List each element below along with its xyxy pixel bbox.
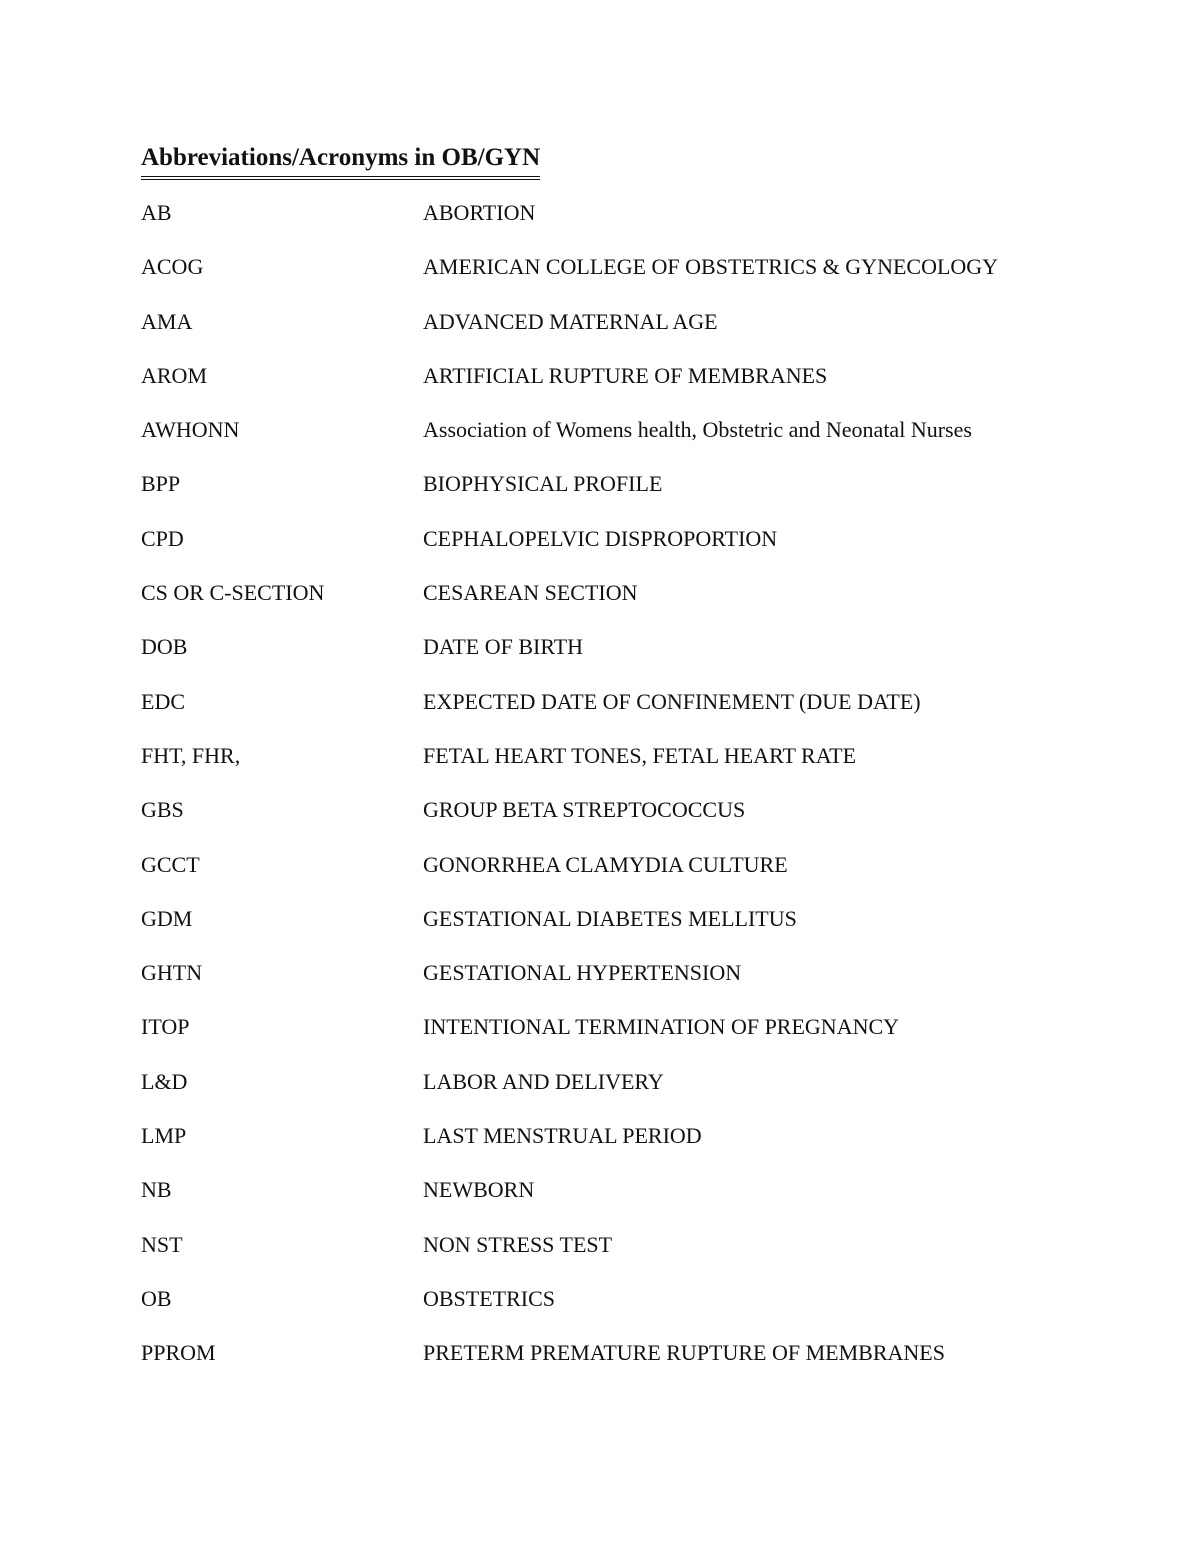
abbreviation: GHTN: [141, 960, 203, 986]
abbreviation: GDM: [141, 905, 193, 931]
definition: AMERICAN COLLEGE OF OBSTETRICS & GYNECOLOGY: [423, 254, 999, 280]
definition: GONORRHEA CLAMYDIA CULTURE: [423, 851, 788, 877]
abbreviation: BPP: [141, 471, 181, 497]
list-item: [141, 1282, 1141, 1336]
list-item: [141, 793, 1141, 847]
abbreviation: AWHONN: [141, 417, 240, 443]
list-item: [141, 305, 1141, 359]
abbreviation: ITOP: [141, 1014, 190, 1040]
definition: GROUP BETA STREPTOCOCCUS: [423, 797, 746, 823]
abbreviation: AMA: [141, 308, 193, 334]
list-item: [141, 250, 1141, 304]
abbreviation: AB: [141, 200, 172, 225]
definition: ARTIFICIAL RUPTURE OF MEMBRANES: [423, 362, 828, 388]
abbreviation: L&D: [141, 1068, 188, 1094]
list-item: [141, 196, 1141, 250]
list-item: [141, 902, 1141, 956]
abbreviation: OB: [141, 1285, 172, 1311]
list-item: [141, 848, 1141, 902]
abbreviation: NB: [141, 1177, 172, 1203]
abbreviation: GBS: [141, 797, 184, 823]
definition: NON STRESS TEST: [423, 1231, 613, 1257]
abbreviation: FHT, FHR,: [141, 742, 241, 768]
definition: INTENTIONAL TERMINATION OF PREGNANCY: [423, 1014, 900, 1040]
definition: GESTATIONAL DIABETES MELLITUS: [423, 905, 797, 931]
list-item: [141, 1010, 1141, 1064]
definition: FETAL HEART TONES, FETAL HEART RATE: [423, 742, 857, 768]
list-item: [141, 630, 1141, 684]
list-item: [141, 956, 1141, 1010]
definition: LABOR AND DELIVERY: [423, 1068, 664, 1094]
page-title: Abbreviations/Acronyms in OB/GYN: [141, 143, 540, 180]
list-item: [141, 413, 1141, 467]
abbreviation: CPD: [141, 525, 184, 551]
list-item: [141, 1119, 1141, 1173]
abbreviation-list: [141, 196, 1141, 1391]
list-item: [141, 576, 1141, 630]
list-item: [141, 1228, 1141, 1282]
list-item: [141, 1065, 1141, 1119]
list-item: [141, 739, 1141, 793]
definition: GESTATIONAL HYPERTENSION: [423, 960, 742, 986]
definition: NEWBORN: [423, 1177, 535, 1203]
list-item: [141, 685, 1141, 739]
abbreviation: PPROM: [141, 1340, 216, 1366]
abbreviation: AROM: [141, 362, 208, 388]
definition: EXPECTED DATE OF CONFINEMENT (DUE DATE): [423, 688, 921, 714]
definition: CESAREAN SECTION: [423, 580, 638, 606]
definition: BIOPHYSICAL PROFILE: [423, 471, 663, 497]
definition: DATE OF BIRTH: [423, 634, 584, 660]
abbreviation: GCCT: [141, 851, 200, 877]
list-item: [141, 467, 1141, 521]
abbreviation: ACOG: [141, 254, 204, 280]
abbreviation: CS OR C-SECTION: [141, 580, 325, 606]
abbreviation: DOB: [141, 634, 188, 660]
list-item: [141, 1173, 1141, 1227]
list-item: [141, 359, 1141, 413]
abbreviation: LMP: [141, 1123, 187, 1149]
definition: CEPHALOPELVIC DISPROPORTION: [423, 525, 778, 551]
definition: LAST MENSTRUAL PERIOD: [423, 1123, 702, 1149]
definition: Association of Womens health, Obstetric and Neonatal Nurses: [423, 417, 972, 443]
definition: OBSTETRICS: [423, 1285, 556, 1311]
definition: PRETERM PREMATURE RUPTURE OF MEMBRANES: [423, 1340, 945, 1366]
definition: ABORTION: [423, 200, 536, 225]
abbreviation: EDC: [141, 688, 185, 714]
list-item: [141, 522, 1141, 576]
abbreviation: NST: [141, 1231, 183, 1257]
list-item: [141, 1336, 1141, 1390]
definition: ADVANCED MATERNAL AGE: [423, 308, 718, 334]
